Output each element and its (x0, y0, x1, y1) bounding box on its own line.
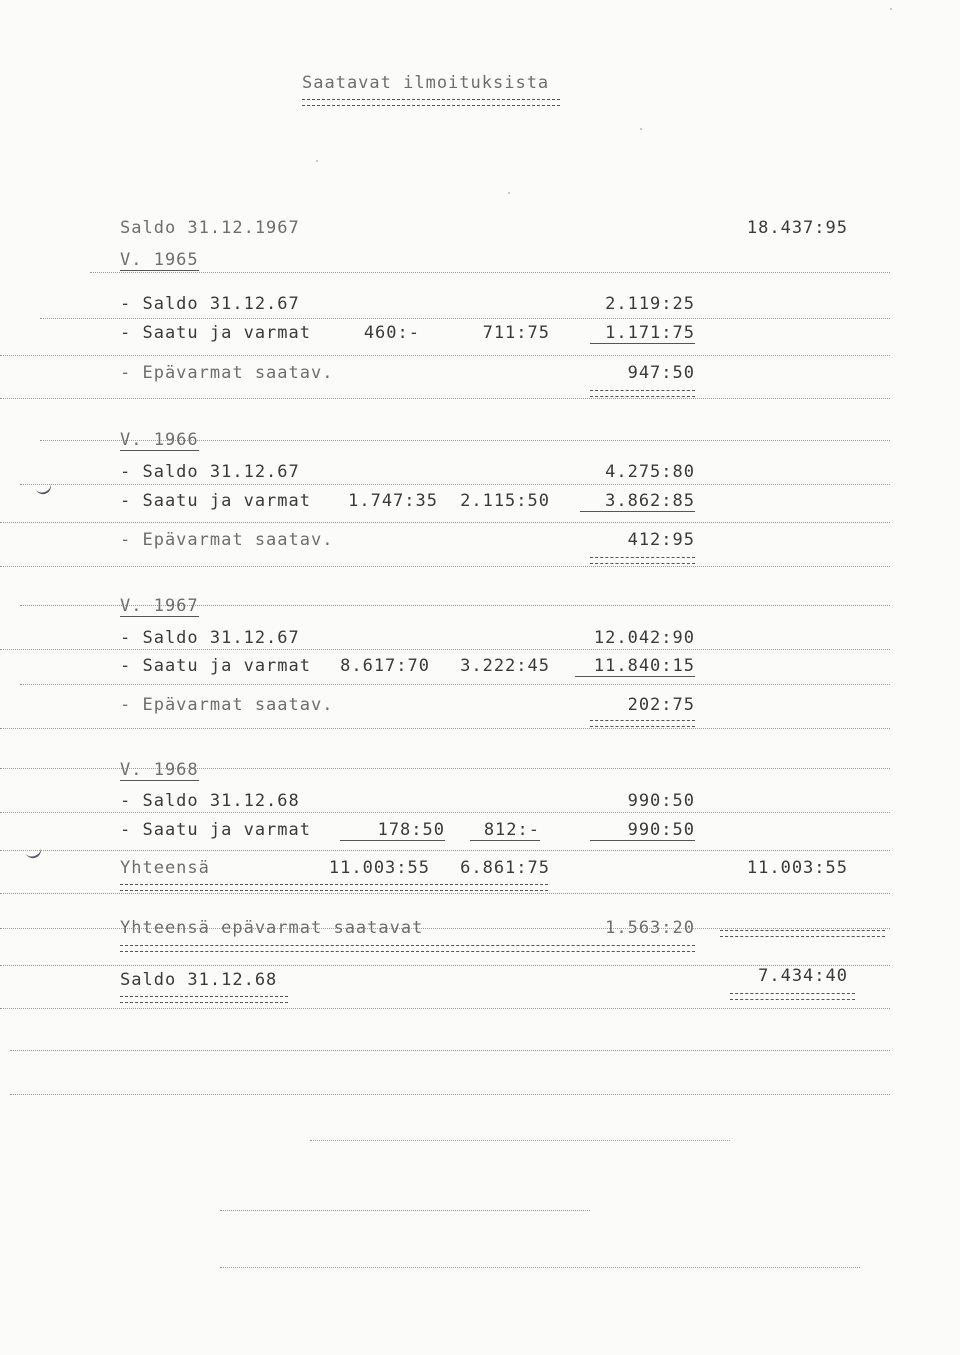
section-heading: V. 1967 (120, 596, 199, 616)
row-rule (40, 318, 890, 319)
saldo-label: - Saldo 31.12.67 (120, 462, 300, 482)
final-saldo-label: Saldo 31.12.68 (120, 970, 278, 990)
saldo-label: - Saldo 31.12.67 (120, 294, 300, 314)
paper-speck (890, 8, 892, 10)
row-rule (0, 522, 890, 523)
row-rule (90, 272, 890, 273)
row-rule (0, 812, 890, 813)
saatu-b: 812:- (470, 822, 540, 841)
check-mark-icon (25, 846, 43, 861)
paper-speck (508, 192, 510, 194)
row-rule (0, 566, 890, 567)
yhteensa-a: 11.003:55 (328, 858, 430, 878)
paper-speck (316, 160, 318, 162)
page-title: Saatavat ilmoituksista (302, 73, 550, 93)
epavarmat-total-label: Yhteensä epävarmat saatavat (120, 918, 424, 938)
row-rule (0, 355, 890, 356)
final-saldo-value: 7.434:40 (758, 966, 848, 986)
section-heading: V. 1966 (120, 430, 199, 450)
row-rule (220, 1267, 860, 1268)
saldo-value: 4.275:80 (605, 462, 695, 482)
epavarmat-value: 412:95 (627, 530, 695, 550)
row-rule (10, 1050, 890, 1051)
row-rule (0, 850, 890, 851)
epavarmat-label: - Epävarmat saatav. (120, 530, 334, 550)
epavarmat-total-value: 1.563:20 (605, 918, 695, 938)
saldo-value: 990:50 (627, 791, 695, 811)
row-rule (310, 1140, 730, 1141)
yhteensa-value: 11.003:55 (746, 858, 848, 878)
saatu-label: - Saatu ja varmat (120, 323, 311, 343)
epavarmat-value: 202:75 (627, 695, 695, 715)
saatu-b: 711:75 (482, 323, 550, 343)
saldo-value: 2.119:25 (605, 294, 695, 314)
section-heading: V. 1968 (120, 760, 199, 780)
double-underline (120, 884, 548, 891)
epavarmat-label: - Epävarmat saatav. (120, 363, 334, 383)
saldo-label: - Saldo 31.12.67 (120, 628, 300, 648)
saatu-value: 990:50 (590, 822, 695, 841)
top-saldo-label: Saldo 31.12.1967 (120, 218, 300, 238)
saatu-b: 3.222:45 (460, 656, 550, 676)
saatu-label: - Saatu ja varmat (120, 491, 311, 511)
title-double-underline (302, 99, 560, 106)
saatu-a: 8.617:70 (340, 656, 430, 676)
saldo-label: - Saldo 31.12.68 (120, 791, 300, 811)
saatu-a: 178:50 (340, 822, 445, 841)
double-underline (720, 930, 885, 937)
double-underline (730, 993, 855, 1000)
saatu-value: 11.840:15 (575, 658, 695, 677)
row-rule (0, 398, 890, 399)
row-rule (0, 728, 890, 729)
double-underline (120, 945, 695, 952)
top-saldo-value: 18.437:95 (746, 218, 848, 238)
row-rule (0, 1008, 890, 1009)
row-rule (0, 649, 890, 650)
saatu-value: 3.862:85 (580, 493, 695, 512)
epavarmat-value: 947:50 (627, 363, 695, 383)
row-rule (20, 684, 890, 685)
double-underline (590, 390, 695, 397)
saatu-a: 1.747:35 (348, 491, 438, 511)
row-rule (220, 1210, 590, 1211)
row-rule (20, 484, 890, 485)
row-rule (0, 965, 890, 966)
double-underline (120, 996, 288, 1003)
yhteensa-b: 6.861:75 (460, 858, 550, 878)
row-rule (10, 1094, 890, 1095)
saatu-label: - Saatu ja varmat (120, 820, 311, 840)
double-underline (590, 720, 695, 727)
saatu-value: 1.171:75 (590, 325, 695, 344)
row-rule (0, 893, 890, 894)
saldo-value: 12.042:90 (593, 628, 695, 648)
yhteensa-label: Yhteensä (120, 858, 210, 878)
section-heading: V. 1965 (120, 250, 199, 270)
epavarmat-label: - Epävarmat saatav. (120, 695, 334, 715)
saatu-b: 2.115:50 (460, 491, 550, 511)
double-underline (590, 557, 695, 564)
saatu-label: - Saatu ja varmat (120, 656, 311, 676)
saatu-a: 460:- (363, 323, 420, 343)
paper-speck (640, 128, 642, 130)
